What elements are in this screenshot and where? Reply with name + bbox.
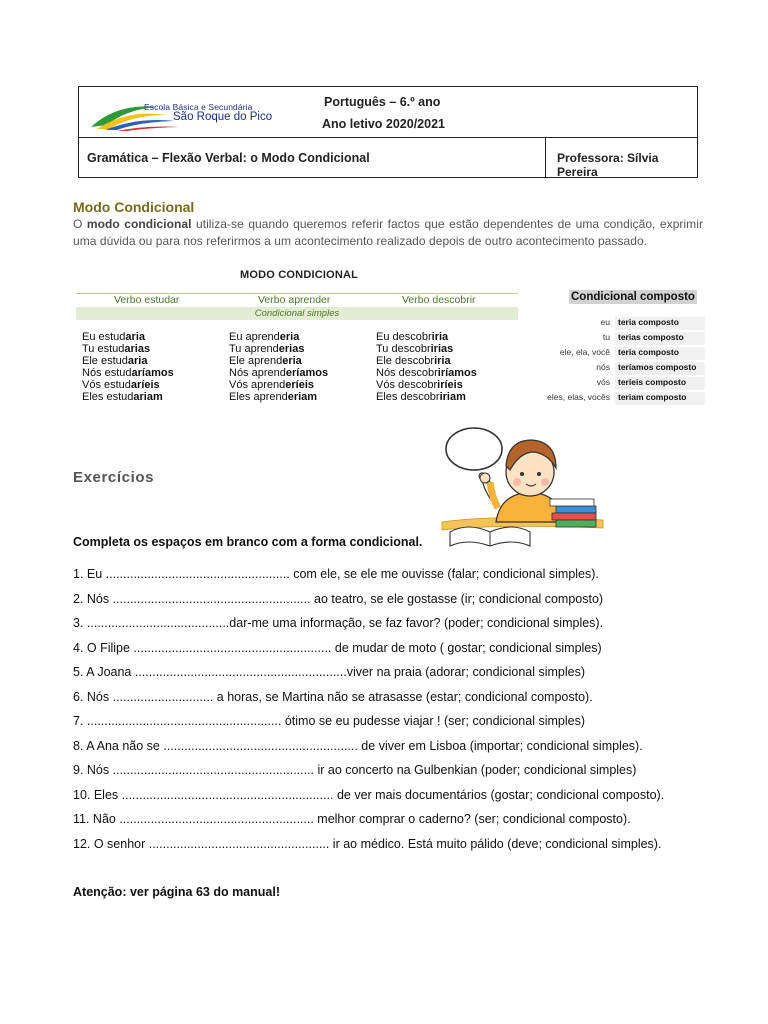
exercise-item: 6. Nós ............................. a horas, se Martina não se atrasasse (estar; condicional composto).: [73, 689, 593, 704]
conjugation-row: Vós aprenderíeis: [229, 379, 315, 392]
verb-header-descobrir: Verbo descobrir: [402, 294, 476, 306]
exercise-item: 3. .........................................dar-me uma informação, se faz favor? (poder; condicional simples).: [73, 616, 604, 630]
composto-form: teriam composto: [618, 392, 687, 402]
conjugation-row: Vós descobriríeis: [376, 379, 463, 392]
exercise-item: 5. A Joana .............................................................viver na praia (adorar; condicional simples): [73, 665, 586, 679]
exercise-item: 12. O senhor .................................................... ir ao médico. Está muito pálido (deve; condicional simples).: [73, 836, 662, 851]
composto-title: Condicional composto: [571, 291, 695, 303]
subject-title: Português – 6.º ano: [324, 95, 441, 109]
composto-pronoun: nós: [596, 362, 610, 372]
composto-form: teríeis composto: [618, 377, 687, 387]
school-name-line1: Escola Básica e Secundária: [144, 102, 253, 112]
header-divider-vertical: [545, 137, 546, 177]
composto-pronoun: tu: [602, 332, 610, 342]
composto-row: [500, 392, 687, 405]
manual-reference-note: Atenção: ver página 63 do manual!: [73, 885, 280, 899]
exercise-item: 7. ........................................................ ótimo se eu pudesse viajar ! (ser; condicional simples): [73, 714, 585, 728]
composto-list: [500, 317, 720, 417]
composto-pronoun: eles, elas, vocês: [547, 392, 610, 402]
composto-row: [500, 332, 684, 345]
exercise-item: 4. O Filipe ......................................................... de mudar de moto ( gostar; condicional simples): [73, 640, 602, 655]
intro-lead: O: [73, 217, 87, 231]
teacher-name: Professora: Sílvia Pereira: [557, 151, 659, 179]
composto-pronoun: eu: [600, 317, 610, 327]
conjugation-row: Vós estudaríeis: [82, 379, 160, 392]
exercises-title: Exercícios: [73, 469, 155, 486]
conjugation-row: Eles estudariam: [82, 391, 163, 404]
composto-form: terias composto: [618, 332, 684, 342]
verb-header-aprender: Verbo aprender: [258, 294, 331, 306]
conjugation-subtitle: Condicional simples: [254, 308, 340, 319]
composto-row: [500, 362, 697, 375]
composto-form: teria composto: [618, 317, 679, 327]
composto-form: teria composto: [618, 347, 679, 357]
conjugation-row: Eles aprenderiam: [229, 391, 318, 404]
composto-row: [500, 377, 687, 390]
composto-pronoun: ele, ela, você: [559, 347, 610, 357]
conjugation-column-aprender: [229, 331, 328, 404]
intro-rest: utiliza-se quando queremos referir factos que estão dependentes de uma condição, exprimir uma dúvida ou para nos referirmos a um acontecimento realizado depois de outro acontecimento passado.: [73, 217, 703, 248]
conjugation-row: Tu estudarias: [82, 343, 151, 356]
intro-bold-term: modo condicional: [86, 217, 192, 231]
conjugation-row: Ele aprenderia: [229, 355, 302, 368]
conjugation-row: Ele estudaria: [82, 355, 148, 368]
exercise-item: 9. Nós .......................................................... ir ao concerto na Gulbenkian (poder; condicional simples): [73, 763, 637, 777]
exercise-item: 10. Eles ............................................................. de ver mais documentários (gostar; condicional composto).: [73, 787, 665, 802]
conjugation-row: Nós aprenderíamos: [229, 367, 329, 380]
conjugation-row: Tu descobririas: [376, 343, 454, 356]
conjugation-row: Tu aprenderias: [229, 343, 305, 356]
exercise-item: 11. Não ........................................................ melhor comprar o caderno? (ser; condicional composto).: [73, 812, 631, 826]
school-year: Ano letivo 2020/2021: [322, 117, 445, 131]
thinking-child-illustration: [438, 422, 628, 554]
composto-pronoun: vós: [596, 377, 610, 387]
conjugation-row: Eles descobririam: [376, 391, 466, 404]
conjugation-row: Eu estudaria: [82, 331, 145, 343]
conjugation-row: Nós estudaríamos: [82, 367, 174, 380]
worksheet-topic: Gramática – Flexão Verbal: o Modo Condicional: [87, 151, 370, 165]
school-name-line2: São Roque do Pico: [173, 111, 273, 123]
conjugation-row: Eu aprenderia: [229, 331, 300, 343]
section-title: Modo Condicional: [73, 199, 195, 215]
verb-header-estudar: Verbo estudar: [114, 294, 180, 306]
exercise-item: 2. Nós ......................................................... ao teatro, se ele gostasse (ir; condicional composto): [73, 591, 604, 606]
composto-form: teríamos composto: [618, 362, 697, 372]
exercise-item: 1. Eu ..................................................... com ele, se ele me ouvisse (falar; condicional simples).: [73, 567, 599, 581]
exercise-item: 8. A Ana não se ........................................................ de viver em Lisboa (importar; condicional simples).: [73, 738, 643, 753]
conjugation-row: Eu descobriria: [376, 331, 449, 343]
composto-row: [500, 317, 679, 330]
conjugation-column-descobrir: [376, 331, 477, 404]
conjugation-column-estudar: [82, 331, 174, 404]
header-divider: [79, 137, 697, 138]
intro-paragraph: [73, 216, 703, 249]
conjugation-row: Ele descobriria: [376, 355, 451, 368]
conjugation-title: MODO CONDICIONAL: [240, 269, 359, 281]
exercise-instruction: Completa os espaços em branco com a forma condicional.: [73, 535, 423, 549]
header-box: [78, 86, 698, 178]
exercise-list: [73, 566, 713, 860]
conjugation-row: Nós descobriríamos: [376, 367, 477, 380]
composto-row: [500, 347, 679, 360]
